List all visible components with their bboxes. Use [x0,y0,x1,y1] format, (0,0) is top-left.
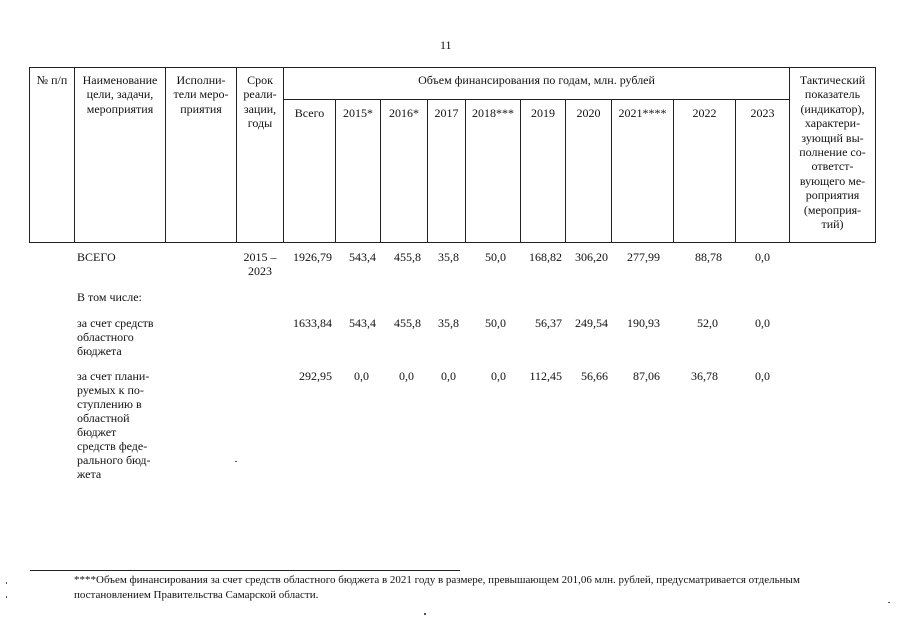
header-line: Срок [247,73,273,87]
year-divider [520,99,521,243]
scan-artifact [424,613,426,615]
footnote: ****Объем финансирования за счет средств областного бюджета в 2021 году в размере, превышающем 201,06 млн. рублей, предусматривается отдельным постановлением Правительства Самарской области. [74,574,800,601]
cell-2022: 52,0 [697,316,718,330]
row-name: жета [77,467,102,481]
row-name: бюджет [77,425,117,439]
header-year-2023: 2023 [750,106,775,120]
header-line: приятия [180,101,222,116]
header-col-total: Всего [294,106,325,120]
header-line: Исполни- [176,73,226,87]
header-line: характери- [804,116,861,131]
cell-2021: 87,06 [633,369,660,383]
cell-total: 1633,84 [293,316,332,330]
cell-2017: 0,0 [441,369,456,383]
cell-2019: 168,82 [529,250,562,264]
cell-2015: 0,0 [354,369,369,383]
header-financing-title: Объем финансирования по годам, млн. рублей [418,73,655,87]
row-name: за счет плани- [77,369,150,383]
year-divider [611,99,612,243]
cell-2018: 50,0 [485,250,506,264]
scan-artifact [235,461,237,462]
header-line: Тактический [799,73,866,87]
row-name: ВСЕГО [77,250,116,264]
header-line: (индикатор), [800,101,865,116]
table-top-border [29,67,875,68]
cell-2016: 455,8 [394,250,421,264]
header-line: реали- [243,87,277,102]
header-line: годы [247,116,273,131]
header-line: тели меро- [173,87,229,102]
cell-2019: 112,45 [529,369,562,383]
header-col-term [237,73,283,131]
cell-2015: 543,4 [349,316,376,330]
header-line: показатель [804,87,861,102]
cell-2022: 88,78 [695,250,722,264]
row-name: за счет средств [77,316,154,330]
cell-2020: 56,66 [581,369,608,383]
header-year-2021: 2021**** [618,106,667,120]
year-divider [565,99,566,243]
cell-2023: 0,0 [755,250,770,264]
header-col-name [75,73,165,116]
cell-2023: 0,0 [755,369,770,383]
financing-subheader-line [283,99,789,100]
header-year-2020: 2020 [576,106,601,120]
header-col-indicator [790,73,875,231]
cell-2017: 35,8 [438,250,459,264]
row-name: рального бюд- [77,453,151,467]
row-name: областной [77,411,130,425]
header-year-2022: 2022 [692,106,717,120]
header-line: Наименование [82,73,158,87]
header-year-2018: 2018*** [472,106,514,120]
row-term: 2023 [248,264,272,278]
header-year-2016: 2016* [389,106,419,120]
header-year-2015: 2015* [343,106,373,120]
header-col-number: № п/п [36,73,68,87]
row-name: бюджета [77,344,122,358]
footnote-separator [30,570,460,571]
row-including-label: В том числе: [77,290,142,304]
header-bottom-border [29,242,875,243]
cell-2016: 455,8 [394,316,421,330]
cell-2021: 190,93 [627,316,660,330]
header-line: зации, [243,101,277,116]
cell-2018: 50,0 [485,316,506,330]
page-number: 11 [440,38,452,52]
row-term: 2015 – [243,250,277,264]
cell-2019: 56,37 [535,316,562,330]
header-line: тий) [821,217,844,232]
scan-artifact [6,596,7,598]
header-line: зующий вы- [801,130,864,145]
header-line: ответст- [811,159,854,174]
row-name: областного [77,330,134,344]
table-left-border [29,67,30,243]
header-line: цели, задачи, [86,87,154,102]
header-line: мероприятия [86,101,154,116]
cell-total: 292,95 [299,369,332,383]
cell-2020: 249,54 [575,316,608,330]
year-divider [335,99,336,243]
cell-2018: 0,0 [491,369,506,383]
cell-2015: 543,4 [349,250,376,264]
year-divider [673,99,674,243]
year-divider [465,99,466,243]
header-line: роприятия [805,188,860,203]
header-col-executors [166,73,236,116]
col-divider [283,67,284,243]
cell-2020: 306,20 [575,250,608,264]
year-divider [380,99,381,243]
header-year-2019: 2019 [531,106,555,120]
scan-artifact [6,582,7,584]
year-divider [735,99,736,243]
cell-2016: 0,0 [399,369,414,383]
header-line: вующего ме- [799,173,866,188]
header-line: полнение со- [799,145,866,160]
row-name: ступлению в [77,397,142,411]
header-line: (мероприя- [803,202,862,217]
scan-artifact [888,602,890,603]
row-name: средств феде- [77,439,148,453]
table-right-border [875,67,876,243]
cell-total: 1926,79 [293,250,332,264]
header-year-2017: 2017 [434,106,459,120]
year-divider [427,99,428,243]
cell-2017: 35,8 [438,316,459,330]
cell-2022: 36,78 [691,369,718,383]
cell-2023: 0,0 [755,316,770,330]
row-name: руемых к по- [77,383,144,397]
cell-2021: 277,99 [627,250,660,264]
